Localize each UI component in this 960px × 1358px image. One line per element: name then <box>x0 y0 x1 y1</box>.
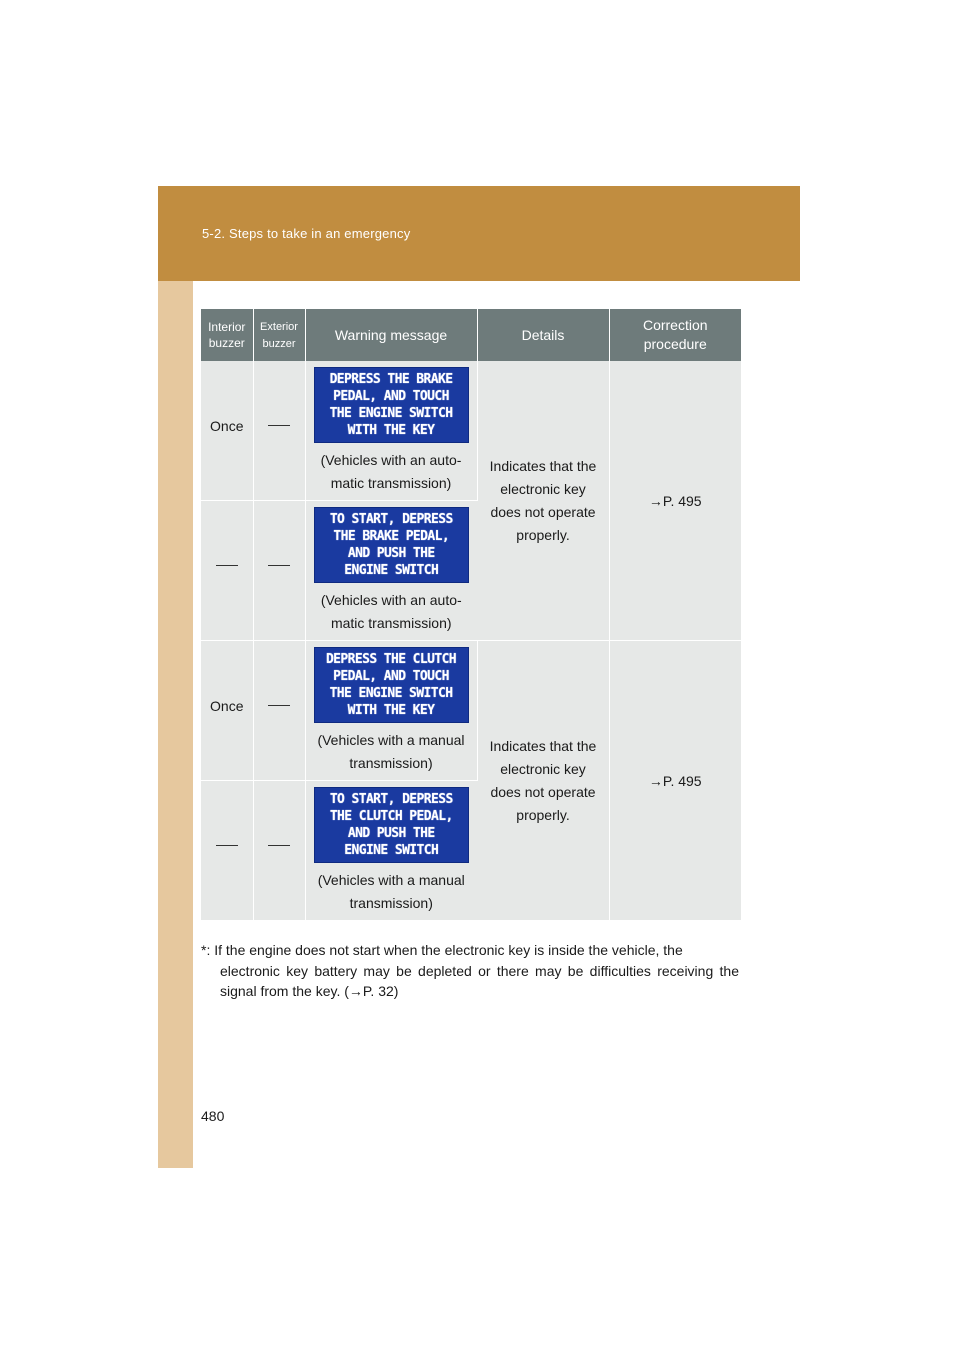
interior-buzzer-value: Once <box>210 417 244 434</box>
display-caption: (Vehicles with a manual transmission) <box>317 871 465 911</box>
page-number: 480 <box>201 1108 225 1124</box>
correction-cell: →P. 495 <box>609 361 741 641</box>
exterior-buzzer-cell <box>253 361 305 501</box>
warning-message-cell <box>305 501 477 641</box>
dash-mark <box>268 705 290 706</box>
exterior-buzzer-cell <box>253 641 305 781</box>
header-correction: Correction procedure <box>609 309 741 361</box>
interior-buzzer-cell <box>201 361 253 501</box>
details-cell: Indicates that the electronic key does not operate properly. <box>477 641 609 921</box>
exterior-buzzer-cell <box>253 501 305 641</box>
display-screen <box>314 787 469 863</box>
warning-message-cell <box>305 781 477 921</box>
exterior-buzzer-cell <box>253 781 305 921</box>
interior-buzzer-cell <box>201 501 253 641</box>
header-details: Details <box>477 309 609 361</box>
dash-mark <box>268 425 290 426</box>
display-text: TO START, DEPRESS THE CLUTCH PEDAL, AND PUSH THE ENGINE SWITCH <box>329 791 453 858</box>
warning-table <box>201 309 741 921</box>
display-caption: (Vehicles with an auto- matic transmission) <box>320 451 462 491</box>
warning-message-cell <box>305 361 477 501</box>
display-caption: (Vehicles with an auto- matic transmission) <box>320 591 462 631</box>
display-text: DEPRESS THE BRAKE PEDAL, AND TOUCH THE ENGINE SWITCH WITH THE KEY <box>329 371 453 438</box>
footnote <box>201 940 739 1002</box>
interior-buzzer-cell <box>201 641 253 781</box>
header-warning-message: Warning message <box>305 309 477 361</box>
footnote-line: *: If the engine does not start when the electronic key is inside the vehicle, the <box>201 942 683 958</box>
header-exterior-buzzer: Exterior buzzer <box>253 309 305 361</box>
display-screen <box>314 647 469 723</box>
interior-buzzer-cell <box>201 781 253 921</box>
dash-mark <box>216 845 238 846</box>
header-interior-buzzer: Interior buzzer <box>201 309 253 361</box>
dash-mark <box>216 565 238 566</box>
display-text: DEPRESS THE CLUTCH PEDAL, AND TOUCH THE ENGINE SWITCH WITH THE KEY <box>325 651 457 718</box>
section-title: 5-2. Steps to take in an emergency <box>202 226 411 241</box>
dash-mark <box>268 845 290 846</box>
table-row <box>201 361 741 501</box>
display-screen <box>314 367 469 443</box>
table-row <box>201 641 741 781</box>
table-header-row <box>201 309 741 361</box>
display-caption: (Vehicles with a manual transmission) <box>317 731 465 771</box>
warning-message-cell <box>305 641 477 781</box>
correction-cell: →P. 495 <box>609 641 741 921</box>
display-text: TO START, DEPRESS THE BRAKE PEDAL, AND PUSH THE ENGINE SWITCH <box>329 511 453 578</box>
display-screen <box>314 507 469 583</box>
interior-buzzer-value: Once <box>210 697 244 714</box>
side-strip <box>158 186 193 1168</box>
footnote-continuation: electronic key battery may be depleted or there may be difficulties receiving the signal from the key. (→P. 32) <box>220 962 739 999</box>
dash-mark <box>268 565 290 566</box>
details-cell: Indicates that the electronic key does not operate properly. <box>477 361 609 641</box>
